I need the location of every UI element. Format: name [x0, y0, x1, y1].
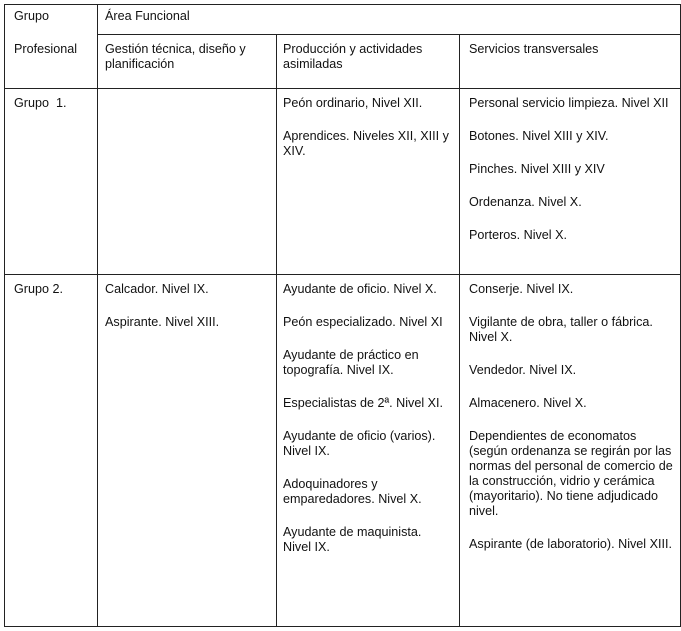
list-item: Conserje. Nivel IX.: [469, 282, 574, 296]
rule-row1-bottom: [4, 274, 681, 275]
list-item: Adoquinadores y emparedadores. Nivel X.: [283, 477, 422, 506]
list-item: Dependientes de economatos (según ordenanza se regirán por las normas del personal de comercio de la construcción, vidrio y cerámica (mayoritario). No tiene adjudicado nivel.: [469, 429, 673, 518]
rule-left: [4, 4, 5, 627]
header-area-funcional: Área Funcional: [105, 9, 190, 23]
row1-group: Grupo 1.: [14, 96, 67, 110]
list-item: Botones. Nivel XIII y XIV.: [469, 129, 609, 143]
header-grupo: Grupo: [14, 9, 50, 23]
list-item: Peón ordinario, Nivel XII.: [283, 96, 423, 110]
list-item: Ayudante de maquinista. Nivel IX.: [283, 525, 422, 554]
header-gestion-tecnica: Gestión técnica, diseño y planificación: [105, 42, 246, 71]
rule-bottom: [4, 626, 681, 627]
list-item: Vendedor. Nivel IX.: [469, 363, 577, 377]
row2-group: Grupo 2.: [14, 282, 64, 296]
row2-col4: [469, 282, 674, 552]
list-item: Personal servicio limpieza. Nivel XII: [469, 96, 669, 110]
row2-col2: [105, 282, 270, 330]
list-item: Vigilante de obra, taller o fábrica. Nivel X.: [469, 315, 653, 344]
list-item: Especialistas de 2ª. Nivel XI.: [283, 396, 444, 410]
list-item: Calcador. Nivel IX.: [105, 282, 209, 296]
row2-col3: [283, 282, 451, 555]
row1-col4: [469, 96, 674, 243]
list-item: Peón especializado. Nivel XI: [283, 315, 443, 329]
rule-area-bottom: [97, 34, 681, 35]
row1-col3: [283, 96, 451, 159]
rule-col3: [459, 34, 460, 627]
header-profesional: Profesional: [14, 42, 78, 56]
list-item: Aspirante (de laboratorio). Nivel XIII.: [469, 537, 672, 551]
rule-col2: [276, 34, 277, 627]
list-item: Aprendices. Niveles XII, XIII y XIV.: [283, 129, 449, 158]
list-item: Pinches. Nivel XIII y XIV: [469, 162, 605, 176]
list-item: Almacenero. Nivel X.: [469, 396, 587, 410]
list-item: Ayudante de oficio (varios). Nivel IX.: [283, 429, 436, 458]
list-item: Aspirante. Nivel XIII.: [105, 315, 220, 329]
list-item: Ayudante de práctico en topografía. Nivel IX.: [283, 348, 419, 377]
header-produccion: Producción y actividades asimiladas: [283, 42, 423, 71]
list-item: Porteros. Nivel X.: [469, 228, 567, 242]
rule-col1: [97, 4, 98, 627]
list-item: Ordenanza. Nivel X.: [469, 195, 582, 209]
header-servicios-transversales: Servicios transversales: [469, 42, 599, 56]
rule-header-bottom: [4, 88, 681, 89]
list-item: Ayudante de oficio. Nivel X.: [283, 282, 437, 296]
rule-top: [4, 4, 681, 5]
